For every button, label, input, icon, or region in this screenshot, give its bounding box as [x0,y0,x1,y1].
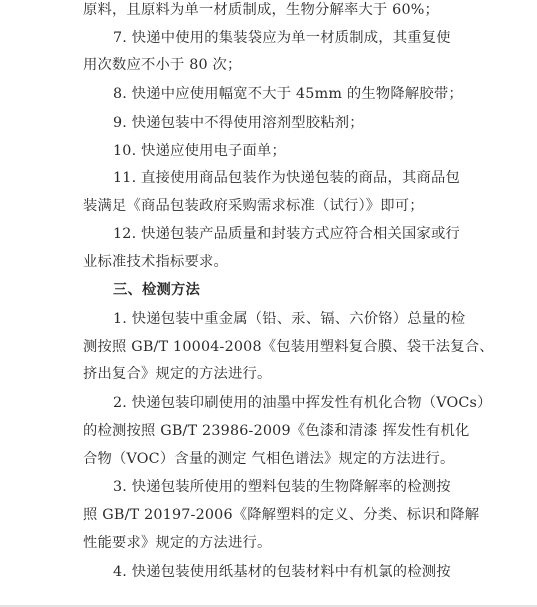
text-line: 2. 快递包装印刷使用的油墨中挥发性有机化合物（VOCs） [113,395,492,411]
text-line: 1. 快递包装中重金属（铅、汞、镉、六价铬）总量的检 [113,311,466,327]
section-heading: 三、检测方法 [113,282,200,298]
text-line: 8. 快递中应使用幅宽不大于 45mm 的生物降解胶带； [113,86,463,102]
text-line: 的检测按照 GB/T 23986-2009《色漆和清漆 挥发性有机化 [83,423,470,439]
text-line: 用次数应不小于 80 次； [83,57,242,73]
text-line: 挤出复合》规定的方法进行。 [83,366,272,382]
text-line: 9. 快递包装中不得使用溶剂型胶粘剂； [113,115,364,131]
text-line: 照 GB/T 20197-2006《降解塑料的定义、分类、标识和降解 [83,507,480,523]
text-line: 合物（VOC）含量的测定 气相色谱法》规定的方法进行。 [83,451,455,467]
text-line: 业标准技术指标要求。 [83,254,228,270]
text-line: 10. 快递应使用电子面单； [113,143,287,159]
text-line: 11. 直接使用商品包装作为快递包装的商品，其商品包 [113,170,461,186]
text-line: 装满足《商品包装政府采购需求标准（试行）》即可； [83,198,424,214]
text-line: 4. 快递包装使用纸基材的包装材料中有机氯的检测按 [113,564,451,580]
text-line: 12. 快递包装产品质量和封装方式应符合相关国家或行 [113,226,461,242]
text-line: 3. 快递包装所使用的塑料包装的生物降解率的检测按 [113,479,451,495]
text-line: 性能要求》规定的方法进行。 [83,535,272,551]
text-line: 测按照 GB/T 10004-2008《包装用塑料复合膜、袋干法复合、 [83,339,494,355]
text-line: 原料，且原料为单一材质制成，生物分解率大于 60%； [83,2,440,18]
text-line: 7. 快递中使用的集装袋应为单一材质制成，其重复使 [113,30,451,46]
